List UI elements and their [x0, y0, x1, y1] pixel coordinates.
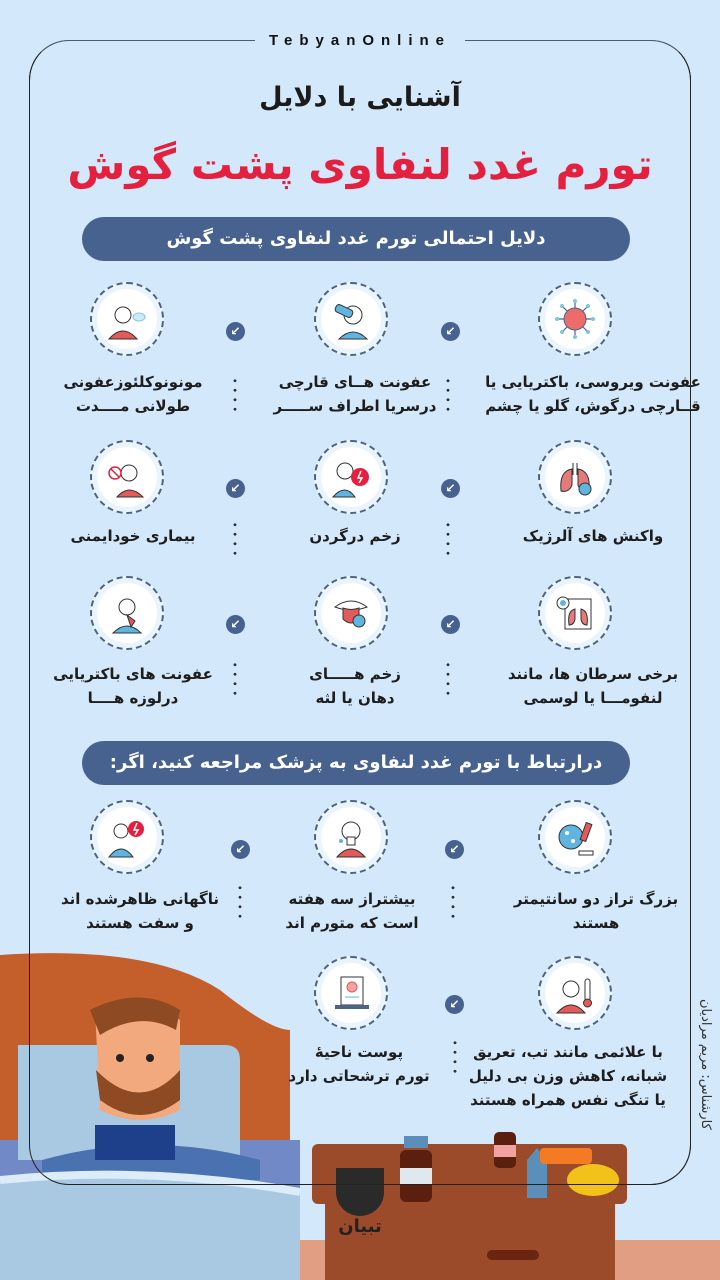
cause-label: عفونت ویروسی، باکتریایی یا قــارچی درگوش، گلو یا چشم: [485, 373, 701, 415]
condition-label: ناگهانی ظاهرشده اند و سفت هستند: [61, 890, 219, 932]
arrow-icon: ↙: [441, 322, 460, 341]
cause-label: عفونت های باکتریایی درلوزه هــــا: [53, 665, 213, 707]
condition-label: بزرگ تراز دو سانتیمتر هستند: [513, 890, 679, 932]
fever-icon: [538, 956, 612, 1030]
cause-label: برخی سرطان ها، مانند لنفومـــا یا لوسمی: [507, 665, 679, 707]
author-credit: کارشناس: مریم مرادیان: [698, 999, 713, 1130]
cause-label: مونونوکلئوزعفونی طولانی مــــدت: [63, 373, 203, 415]
tebyan-watermark-logo: تبیان: [330, 1168, 390, 1237]
section1-heading: دلایل احتمالی تورم غدد لنفاوی پشت گوش: [82, 217, 630, 261]
cause-label: عفونت هــای قارچی درسریا اطراف ســـــر: [273, 373, 437, 415]
brand-name: TebyanOnline: [255, 32, 465, 49]
arrow-icon: ↙: [441, 479, 460, 498]
arrow-icon: ↙: [226, 479, 245, 498]
condition-label: با علائمی مانند تب، تعریق شبانه، کاهش وزن بی دلیل یا تنگی نفس همراه هستند: [468, 1043, 668, 1109]
arrow-icon: ↙: [445, 840, 464, 859]
section2-heading: درارتباط با تورم غدد لنفاوی به پزشک مراجعه کنید، اگر:: [82, 741, 630, 785]
skin-report-icon: [314, 956, 388, 1030]
cause-label: زخم درگردن: [309, 527, 401, 545]
condition-label: پوست ناحیهٔ تورم ترشحاتی دارد: [288, 1043, 430, 1085]
subtitle: آشنایی با دلایل: [259, 82, 461, 113]
arrow-icon: ↙: [445, 995, 464, 1014]
arrow-icon: ↙: [226, 615, 245, 634]
condition-label: بیشتراز سه هفته است که متورم اند: [285, 890, 419, 932]
cause-label: بیماری خودایمنی: [70, 527, 196, 545]
arrow-icon: ↙: [441, 615, 460, 634]
arrow-icon: ↙: [231, 840, 250, 859]
cause-label: واکنش های آلرژیک: [522, 527, 664, 545]
cause-label: زخم هـــــای دهان یا لثه: [309, 665, 401, 707]
page-title: تورم غدد لنفاوی پشت گوش: [67, 140, 653, 189]
arrow-icon: ↙: [226, 322, 245, 341]
divider-dots: [453, 1038, 457, 1076]
